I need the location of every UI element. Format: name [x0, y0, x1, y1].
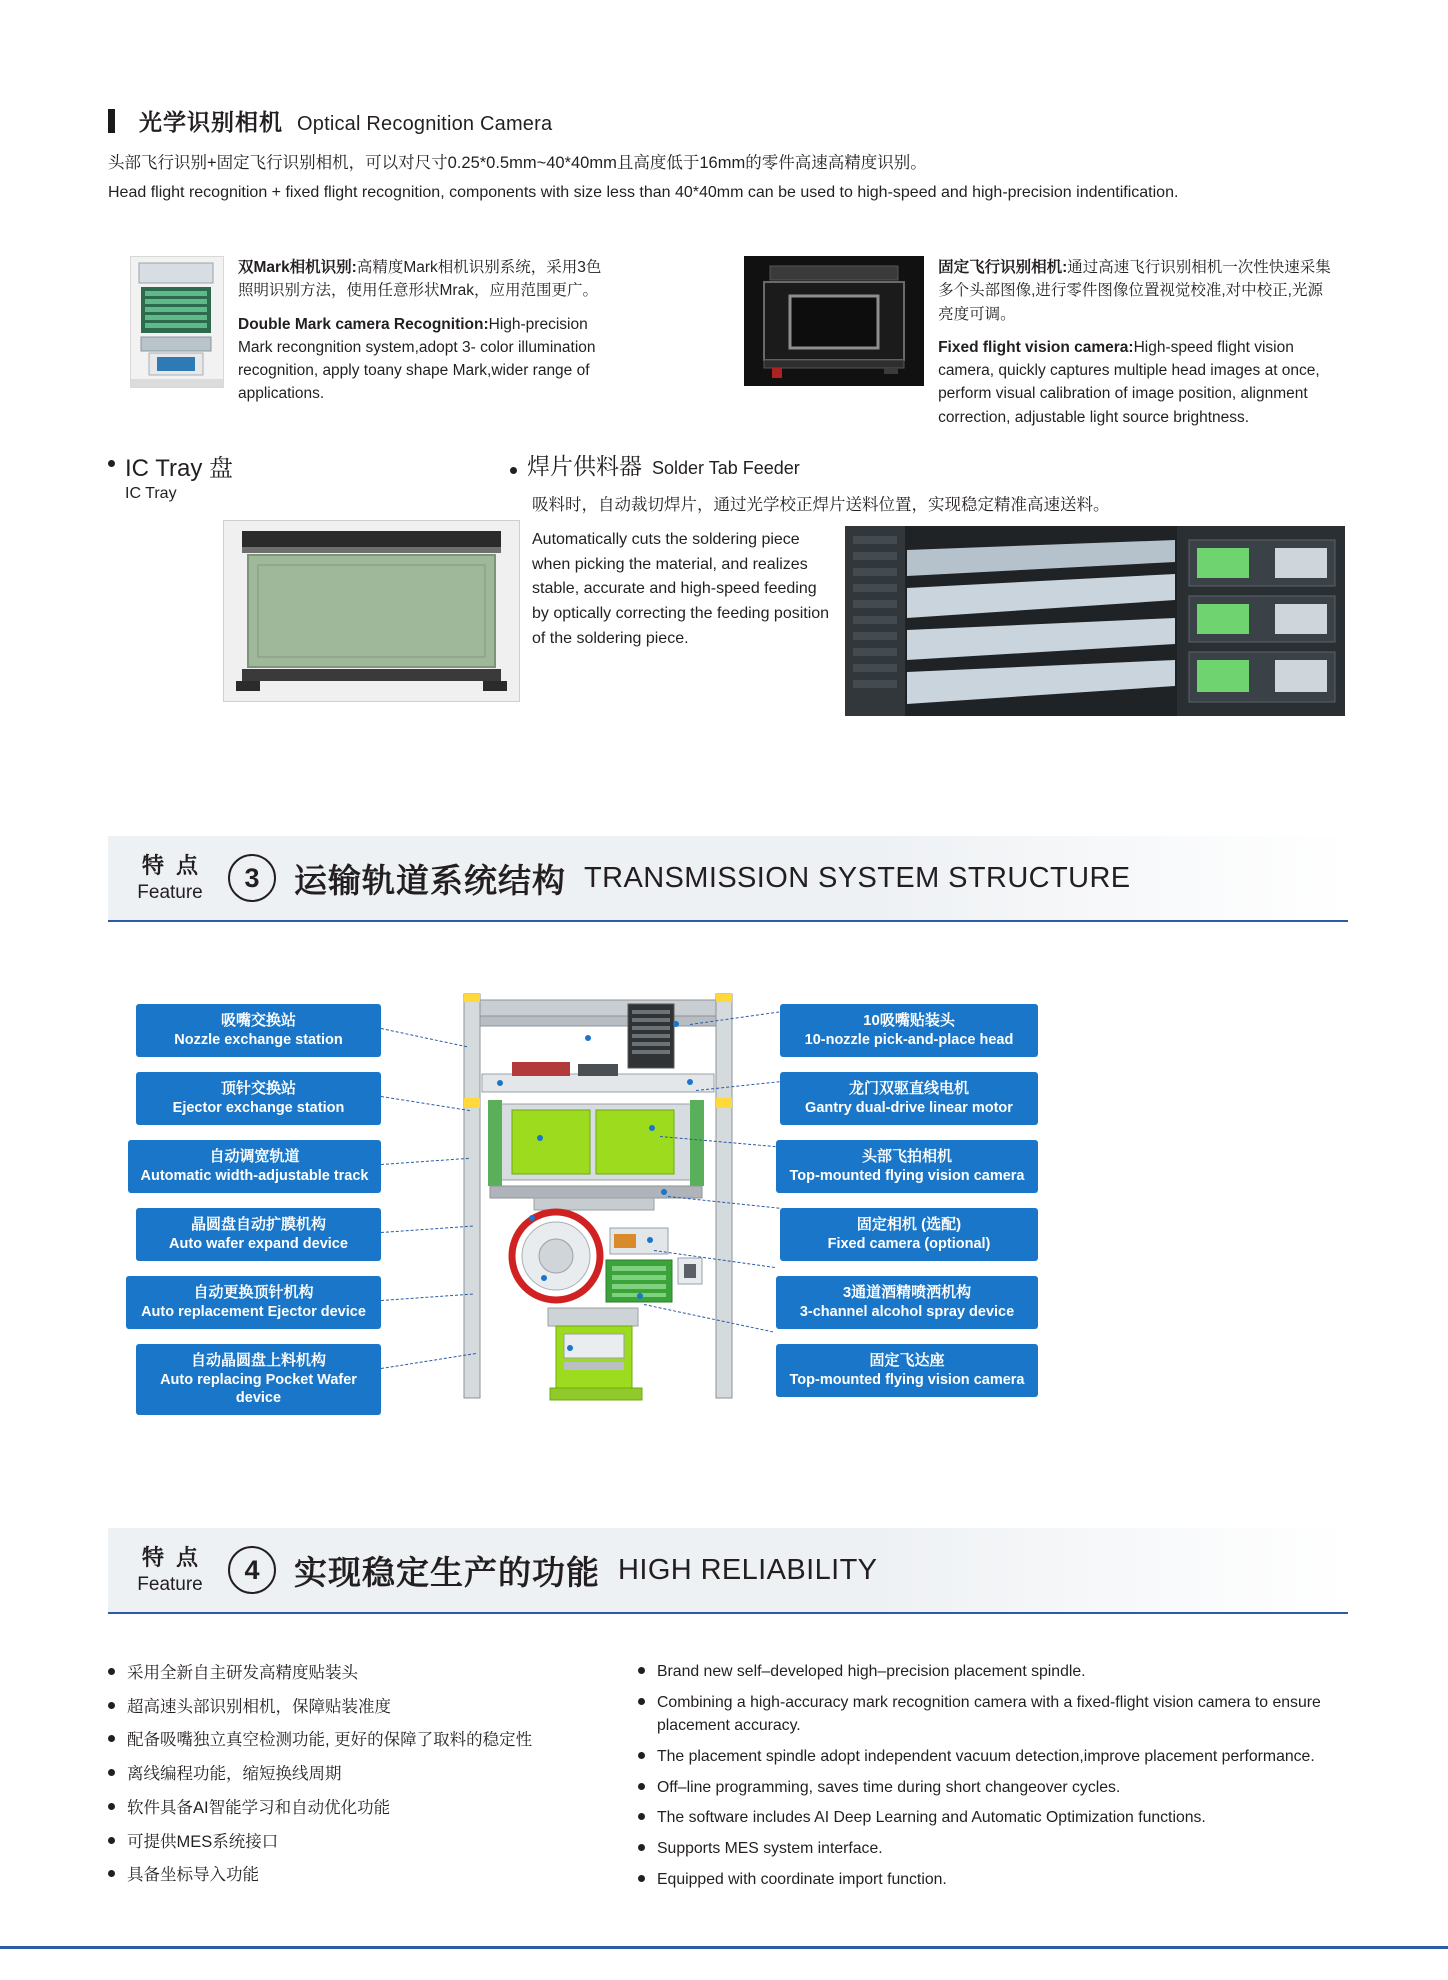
- fixed-flight-camera-feature: [744, 256, 1360, 429]
- machine-illustration: [438, 978, 758, 1428]
- list-item: [638, 1837, 1338, 1861]
- tag-en: Automatic width-adjustable track: [140, 1167, 369, 1184]
- bullet-dot-icon: [638, 1813, 645, 1820]
- feature-word-3: [130, 852, 211, 903]
- tag-cn: 固定飞达座: [869, 1352, 945, 1369]
- tag-en: Auto replacing Pocket Wafer device: [160, 1371, 357, 1406]
- list-item: [108, 1862, 628, 1889]
- section-title-cn: 光学识别相机: [139, 109, 283, 135]
- list-item-text: 软件具备AI智能学习和自动优化功能: [127, 1798, 391, 1817]
- tag-cn: 头部飞拍相机: [861, 1148, 952, 1165]
- section-desc-en: Head flight recognition + fixed flight recognition, components with size less than 40*40mm can be used to high-speed and high-precision indentification.: [108, 183, 1179, 201]
- bullet-dot-icon: [638, 1875, 645, 1882]
- tag-cn: 3通道酒精喷洒机构: [842, 1284, 972, 1301]
- tag-cn: 自动调宽轨道: [209, 1148, 300, 1165]
- transmission-system-diagram: [108, 960, 1348, 1440]
- footer-rule: [0, 1946, 1448, 1949]
- list-item: [108, 1761, 628, 1788]
- double-mark-en-text: High-precision Mark recongnition system,adopt 3- color illumination recognition, apply toany shape Mark,wider range of applications.: [238, 315, 596, 403]
- list-item-text: 超高速头部识别相机，保障贴装准度: [127, 1697, 391, 1716]
- tag-en: Top-mounted flying vision camera: [789, 1371, 1025, 1388]
- ic-tray-illustration: [224, 521, 519, 701]
- list-item: [108, 1795, 628, 1822]
- diagram-tag-alcohol-spray-device[interactable]: [776, 1276, 1038, 1329]
- double-mark-camera-illustration: [131, 257, 223, 387]
- bullet-dot-icon: [108, 460, 115, 467]
- bullet-dot-icon: [638, 1698, 645, 1705]
- diagram-tag-nozzle-exchange-station[interactable]: [136, 1004, 381, 1057]
- optical-recognition-camera-section: [108, 104, 1348, 204]
- bullet-dot-icon: [108, 1668, 115, 1675]
- double-mark-camera-photo: [130, 256, 224, 388]
- tag-en: Gantry dual-drive linear motor: [805, 1099, 1013, 1116]
- feature-word-en: Feature: [137, 881, 203, 903]
- list-item-text: Off–line programming, saves time during short changeover cycles.: [657, 1778, 1121, 1796]
- ic-tray-block: [108, 448, 233, 503]
- double-mark-camera-text: [238, 256, 610, 429]
- tag-en: Nozzle exchange station: [174, 1031, 343, 1048]
- feature-word-cn: 特点: [142, 1544, 211, 1570]
- list-item: [638, 1806, 1338, 1830]
- bullet-dot-icon: [108, 1702, 115, 1709]
- bullet-dot-icon: [638, 1783, 645, 1790]
- tag-cn: 龙门双驱直线电机: [848, 1080, 969, 1097]
- section-heading: [108, 104, 1348, 137]
- bullet-dot-icon: [108, 1735, 115, 1742]
- ic-tray-title-en: IC Tray: [125, 485, 177, 502]
- heading-accent-bar: [108, 109, 115, 133]
- bullet-dot-icon: [108, 1803, 115, 1810]
- fixed-flight-en-text: High-speed flight vision camera, quickly captures multiple head images at once, perform visual calibration of image position, alignment correction, adjustable light source brightness.: [938, 338, 1320, 426]
- bullet-dot-icon: [510, 467, 517, 474]
- list-item-text: The placement spindle adopt independent vacuum detection,improve placement performance.: [657, 1748, 1315, 1766]
- ic-tray-heading: [108, 448, 233, 503]
- diagram-tag-gantry-dual-drive-motor[interactable]: [780, 1072, 1038, 1125]
- tag-cn: 自动更换顶针机构: [193, 1284, 314, 1301]
- double-mark-cn-label: 双Mark相机识别:: [238, 259, 357, 276]
- feature-word-cn: 特点: [142, 852, 211, 878]
- section-desc-cn: 头部飞行识别+固定飞行识别相机，可以对尺寸0.25*0.5mm~40*40mm且高度低于16mm的零件高速高精度识别。: [108, 154, 927, 172]
- feature-3-band: [108, 836, 1348, 920]
- list-item-text: Combining a high-accuracy mark recognition camera with a fixed-flight vision camera to ensure placement accuracy.: [657, 1693, 1321, 1735]
- feature-word-en: Feature: [137, 1573, 203, 1595]
- list-item-text: Brand new self–developed high–precision placement spindle.: [657, 1663, 1086, 1680]
- list-item: [638, 1776, 1338, 1800]
- ic-tray-title-cn: IC Tray 盘: [125, 455, 234, 482]
- feature-number-4: 4: [228, 1546, 276, 1594]
- feature-3-underline: [108, 920, 1348, 922]
- tag-cn: 10吸嘴贴装头: [863, 1012, 955, 1029]
- list-item: [638, 1868, 1338, 1892]
- feature-4-title-cn: 实现稳定生产的功能: [294, 1553, 601, 1591]
- tag-cn: 自动晶圆盘上料机构: [190, 1352, 326, 1369]
- tag-en: Fixed camera (optional): [827, 1235, 991, 1252]
- fixed-flight-cn-label: 固定飞行识别相机:: [938, 259, 1068, 276]
- tag-en: Auto replacement Ejector device: [141, 1303, 366, 1320]
- feature-4-title-en: HIGH RELIABILITY: [618, 1553, 878, 1586]
- bullet-dot-icon: [108, 1870, 115, 1877]
- tag-en: Ejector exchange station: [172, 1099, 345, 1116]
- tag-cn: 顶针交换站: [220, 1080, 296, 1097]
- list-item-text: 离线编程功能，缩短换线周期: [127, 1765, 342, 1784]
- list-item: [638, 1660, 1338, 1684]
- list-item-text: Equipped with coordinate import function.: [657, 1870, 947, 1888]
- tag-en: Top-mounted flying vision camera: [789, 1167, 1025, 1184]
- feature-3-title-en: TRANSMISSION SYSTEM STRUCTURE: [584, 861, 1131, 894]
- bullet-dot-icon: [108, 1769, 115, 1776]
- solder-tab-feeder-illustration: [845, 526, 1345, 716]
- reliability-list-en: [638, 1660, 1338, 1899]
- tag-en: 10-nozzle pick-and-place head: [804, 1031, 1014, 1048]
- feature-4-underline: [108, 1612, 1348, 1614]
- solder-tab-desc-en: Automatically cuts the soldering piece when picking the material, and realizes stable, accurate and high-speed feeding by optically correcting the feeding position of the soldering piece.: [532, 530, 830, 647]
- diagram-tag-fixed-camera-optional[interactable]: [780, 1208, 1038, 1261]
- list-item-text: 可提供MES系统接口: [127, 1832, 279, 1851]
- solder-tab-desc-cn: 吸料时，自动裁切焊片，通过光学校正焊片送料位置，实现稳定精准高速送料。: [532, 496, 1110, 514]
- double-mark-en-block: [238, 313, 610, 406]
- double-mark-cn-text: 高精度Mark相机识别系统，采用3色照明识别方法，使用任意形状Mrak，应用范围更广。: [238, 259, 602, 300]
- feature-4-band: [108, 1528, 1348, 1612]
- fixed-flight-en-label: Fixed flight vision camera:: [938, 338, 1134, 356]
- solder-tab-title-cn: 焊片供料器: [527, 453, 642, 479]
- bullet-dot-icon: [638, 1667, 645, 1674]
- tag-cn: 晶圆盘自动扩膜机构: [190, 1216, 326, 1233]
- diagram-tag-auto-wafer-expand[interactable]: [136, 1208, 381, 1261]
- list-item: [108, 1727, 628, 1754]
- list-item-text: 采用全新自主研发高精度贴装头: [127, 1664, 358, 1682]
- list-item-text: Supports MES system interface.: [657, 1840, 883, 1858]
- list-item: [638, 1691, 1338, 1738]
- list-item: [108, 1660, 628, 1687]
- solder-tab-feeder-block: [510, 448, 1350, 652]
- reliability-list-cn: [108, 1660, 628, 1899]
- tag-cn: 固定相机 (选配): [856, 1216, 962, 1233]
- diagram-tag-auto-replacement-ejector[interactable]: [126, 1276, 381, 1329]
- fixed-flight-vision-camera-photo: [744, 256, 924, 386]
- ic-tray-photo: [223, 520, 520, 702]
- list-item-text: 具备坐标导入功能: [127, 1866, 259, 1885]
- diagram-tag-10-nozzle-head[interactable]: [780, 1004, 1038, 1057]
- feature-3-title-cn: 运输轨道系统结构: [294, 861, 567, 899]
- diagram-tag-ejector-exchange-station[interactable]: [136, 1072, 381, 1125]
- bullet-dot-icon: [108, 1837, 115, 1844]
- bullet-dot-icon: [638, 1844, 645, 1851]
- tag-en: 3-channel alcohol spray device: [799, 1303, 1015, 1320]
- camera-feature-row: [130, 256, 1360, 429]
- feature-number-3: 3: [228, 854, 276, 902]
- diagram-tag-width-adjustable-track[interactable]: [128, 1140, 381, 1193]
- list-item-text: 配备吸嘴独立真空检测功能, 更好的保障了取料的稳定性: [127, 1731, 533, 1750]
- fixed-flight-camera-text: [938, 256, 1338, 429]
- list-item: [108, 1829, 628, 1856]
- list-item: [108, 1694, 628, 1721]
- fixed-flight-cn-text: 通过高速飞行识别相机一次性快速采集多个头部图像,进行零件图像位置视觉校准,对中校正,光源亮度可调。: [938, 259, 1331, 323]
- diagram-tag-top-flying-vision-camera[interactable]: [776, 1140, 1038, 1193]
- double-mark-en-label: Double Mark camera Recognition:: [238, 315, 489, 333]
- solder-tab-feeder-photo: [845, 526, 1345, 716]
- tag-en: Auto wafer expand device: [169, 1235, 348, 1252]
- section-title-en: Optical Recognition Camera: [297, 113, 553, 135]
- bullet-dot-icon: [638, 1752, 645, 1759]
- double-mark-camera-feature: [130, 256, 726, 429]
- list-item-text: The software includes AI Deep Learning and Automatic Optimization functions.: [657, 1809, 1206, 1827]
- high-reliability-lists: [108, 1660, 1348, 1899]
- solder-tab-title-en: Solder Tab Feeder: [652, 458, 800, 478]
- diagram-tag-auto-replacing-pocket-wafer[interactable]: [136, 1344, 381, 1415]
- diagram-tag-fixed-feeder-base[interactable]: [776, 1344, 1038, 1397]
- fixed-flight-camera-illustration: [744, 256, 924, 386]
- fixed-flight-en-block: [938, 336, 1338, 429]
- solder-tab-heading: [510, 448, 1350, 481]
- tag-cn: 吸嘴交换站: [220, 1012, 296, 1029]
- list-item: [638, 1745, 1338, 1769]
- feature-word-4: [130, 1544, 211, 1595]
